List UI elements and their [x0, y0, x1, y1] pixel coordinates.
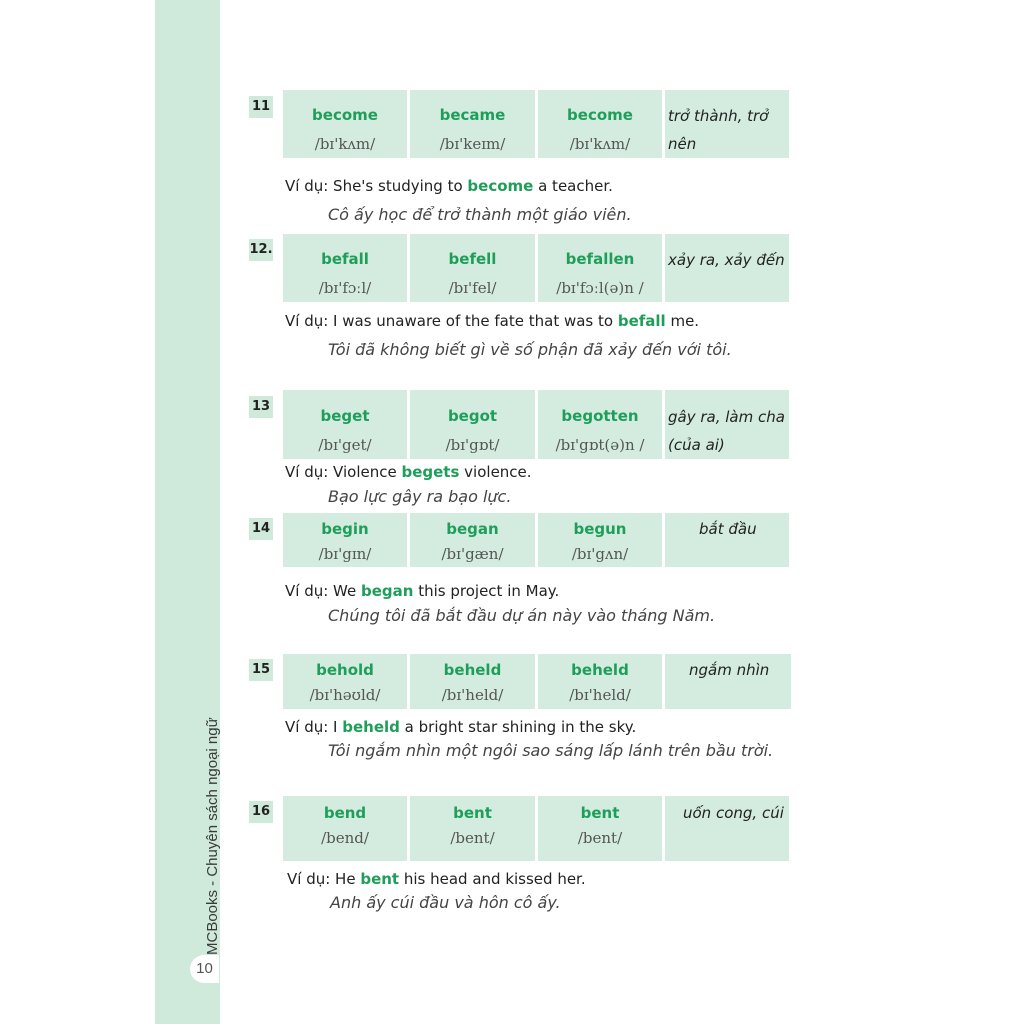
entry-number: 13 — [249, 396, 273, 418]
example-suffix: his head and kissed her. — [399, 870, 586, 888]
past-ipa: /bɪ'held/ — [441, 686, 504, 704]
past-form-cell — [410, 654, 535, 709]
participle-ipa: /bɪ'gɒt(ə)n / — [555, 436, 645, 454]
entry-number: 12. — [249, 239, 273, 261]
example-translation: Anh ấy cúi đầu và hôn cô ấy. — [330, 893, 561, 912]
example-sentence — [285, 463, 532, 481]
past-form-cell — [410, 513, 535, 567]
example-keyword: beheld — [342, 718, 400, 736]
meaning-line-1: ngắm nhìn — [689, 661, 770, 679]
meaning-line-2: (của ai) — [668, 436, 725, 454]
participle-form: begun — [573, 520, 627, 538]
past-form: became — [439, 106, 506, 124]
example-keyword: befall — [617, 312, 666, 330]
participle-form: bent — [580, 804, 620, 822]
past-form: bent — [453, 804, 492, 822]
base-ipa: /bɪ'həʊld/ — [309, 686, 381, 704]
meaning-cell — [665, 796, 789, 861]
example-keyword: begets — [401, 463, 460, 481]
example-translation: Bạo lực gây ra bạo lực. — [328, 487, 512, 506]
participle-ipa: /bent/ — [577, 829, 623, 847]
participle-form-cell — [538, 234, 662, 302]
base-form-cell — [283, 90, 407, 158]
participle-ipa: /bɪ'gʌn/ — [571, 545, 629, 563]
example-sentence — [285, 718, 636, 736]
past-ipa: /bɪ'fel/ — [448, 279, 497, 297]
example-prefix: Ví dụ: She's studying to — [285, 177, 468, 195]
example-sentence — [287, 870, 586, 888]
base-ipa: /bend/ — [321, 829, 369, 847]
base-form-cell — [283, 513, 407, 567]
example-prefix: Ví dụ: We — [285, 582, 361, 600]
past-form: beheld — [443, 661, 502, 679]
page-number: 10 — [190, 955, 219, 983]
example-suffix: this project in May. — [413, 582, 560, 600]
example-prefix: Ví dụ: Violence — [285, 463, 402, 481]
past-ipa: /bent/ — [450, 829, 495, 847]
example-prefix: Ví dụ: He — [287, 870, 361, 888]
participle-ipa: /bɪ'held/ — [569, 686, 631, 704]
past-form-cell — [410, 796, 535, 861]
participle-ipa: /bɪ'kʌm/ — [569, 135, 631, 153]
meaning-line-1: gây ra, làm cha — [668, 408, 785, 426]
example-suffix: a bright star shining in the sky. — [399, 718, 637, 736]
example-prefix: Ví dụ: I — [285, 718, 343, 736]
entry-number: 15 — [249, 659, 273, 681]
meaning-cell — [665, 390, 789, 459]
base-form-cell — [283, 234, 407, 302]
example-translation: Tôi ngắm nhìn một ngôi sao sáng lấp lánh trên bầu trời. — [328, 741, 774, 760]
past-form-cell — [410, 90, 535, 158]
example-translation: Cô ấy học để trở thành một giáo viên. — [328, 205, 632, 224]
meaning-line-1: bắt đầu — [699, 520, 757, 538]
publisher-label: MCBooks - Chuyên sách ngoại ngữ — [204, 717, 221, 955]
meaning-cell — [665, 234, 789, 302]
base-ipa: /bɪ'gɪn/ — [318, 545, 372, 563]
participle-ipa: /bɪ'fɔːl(ə)n / — [556, 279, 644, 297]
base-form: behold — [316, 661, 374, 679]
example-keyword: become — [467, 177, 534, 195]
example-keyword: began — [361, 582, 414, 600]
meaning-line-1: uốn cong, cúi — [683, 804, 784, 822]
participle-form-cell — [538, 390, 662, 459]
example-keyword: bent — [360, 870, 400, 888]
base-form-cell — [283, 796, 407, 861]
example-translation: Tôi đã không biết gì về số phận đã xảy đến với tôi. — [328, 340, 732, 359]
past-ipa: /bɪ'keɪm/ — [439, 135, 506, 153]
meaning-line-1: xảy ra, xảy đến — [668, 251, 785, 269]
participle-form-cell — [538, 90, 662, 158]
participle-form-cell — [538, 654, 662, 709]
example-suffix: violence. — [459, 463, 532, 481]
base-form: become — [312, 106, 378, 124]
participle-form: become — [567, 106, 633, 124]
example-sentence — [285, 312, 699, 330]
example-sentence — [285, 582, 559, 600]
base-form: beget — [320, 407, 370, 425]
entry-number: 11 — [249, 96, 273, 118]
base-form: begin — [321, 520, 369, 538]
participle-form: beheld — [571, 661, 629, 679]
meaning-cell — [665, 513, 789, 567]
past-form: began — [446, 520, 499, 538]
meaning-cell — [665, 654, 791, 709]
entry-number: 16 — [249, 801, 273, 823]
meaning-line-2: nên — [668, 135, 697, 153]
base-ipa: /bɪ'fɔːl/ — [318, 279, 372, 297]
base-form-cell — [283, 390, 407, 459]
participle-form: begotten — [561, 407, 639, 425]
meaning-cell — [665, 90, 789, 158]
base-form: befall — [321, 250, 369, 268]
example-suffix: a teacher. — [533, 177, 613, 195]
past-form-cell — [410, 234, 535, 302]
meaning-line-1: trở thành, trở — [668, 107, 769, 125]
example-suffix: me. — [665, 312, 700, 330]
past-ipa: /bɪ'gæn/ — [441, 545, 504, 563]
base-form: bend — [323, 804, 367, 822]
past-ipa: /bɪ'gɒt/ — [445, 436, 500, 454]
past-form-cell — [410, 390, 535, 459]
base-ipa: /bɪ'kʌm/ — [314, 135, 376, 153]
participle-form: befallen — [565, 250, 635, 268]
example-sentence — [285, 177, 613, 195]
example-prefix: Ví dụ: I was unaware of the fate that was to — [285, 312, 618, 330]
past-form: befell — [448, 250, 497, 268]
past-form: begot — [447, 407, 498, 425]
entry-number: 14 — [249, 518, 273, 540]
example-translation: Chúng tôi đã bắt đầu dự án này vào tháng Năm. — [328, 606, 716, 625]
base-form-cell — [283, 654, 407, 709]
participle-form-cell — [538, 796, 662, 861]
base-ipa: /bɪ'get/ — [318, 436, 372, 454]
participle-form-cell — [538, 513, 662, 567]
